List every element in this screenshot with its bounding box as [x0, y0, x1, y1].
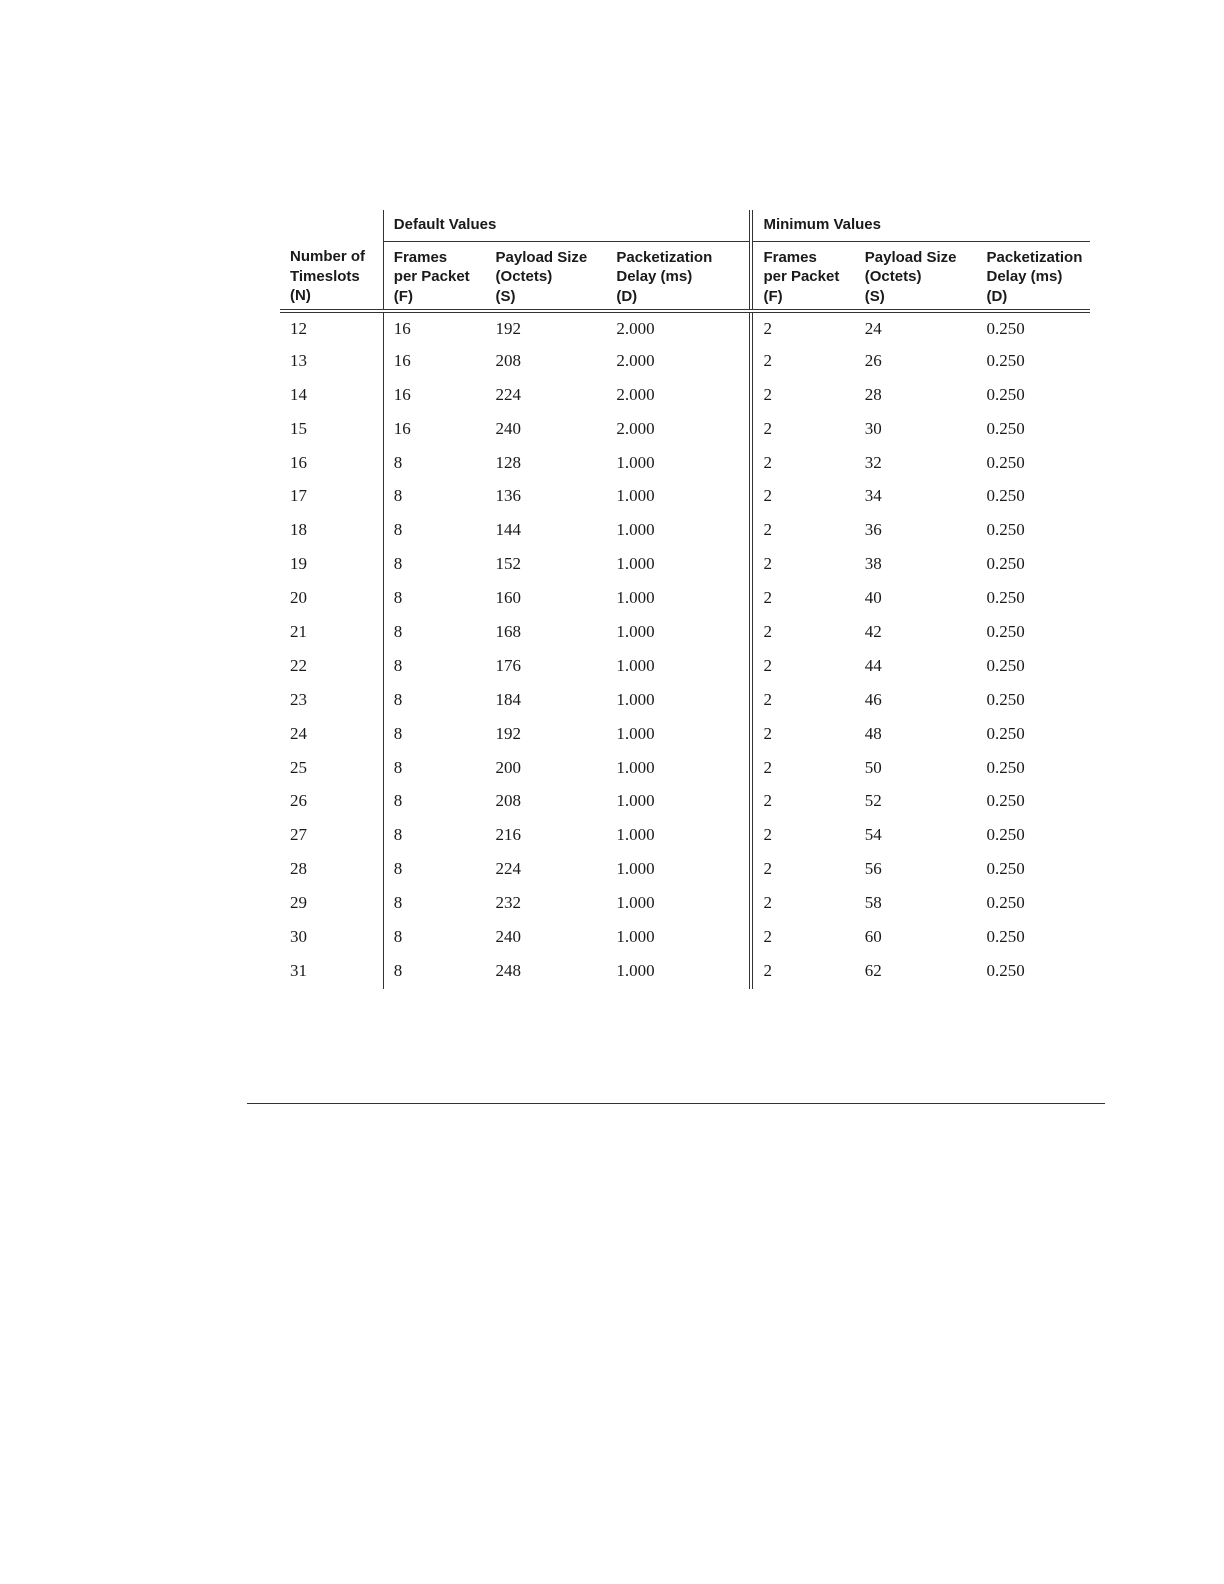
cell-default-frames: 8 — [383, 684, 485, 718]
cell-default-payload: 224 — [495, 859, 522, 879]
cell-minimum-payload: 48 — [864, 723, 882, 743]
cell-minimum-frames: 2 — [751, 684, 855, 718]
cell-minimum-delay: 0.250 — [986, 960, 1025, 980]
cell-default-delay: 1.000 — [616, 723, 655, 743]
table-row — [280, 548, 1090, 582]
cell-default-frames: 8 — [383, 921, 485, 955]
cell-default-payload: 160 — [495, 588, 522, 608]
cell-default-frames: 8 — [383, 447, 485, 481]
cell-minimum-delay: 0.250 — [986, 384, 1025, 404]
cell-minimum-frames: 2 — [751, 413, 855, 447]
cell-minimum-delay: 0.250 — [986, 757, 1025, 777]
cell-minimum-delay: 0.250 — [986, 319, 1025, 338]
cell-timeslots: 17 — [290, 486, 307, 506]
table-row — [280, 514, 1090, 548]
table-row — [280, 955, 1090, 989]
cell-minimum-delay: 0.250 — [986, 825, 1025, 845]
cell-default-payload: 240 — [495, 418, 522, 438]
cell-default-delay: 1.000 — [616, 927, 655, 947]
cell-minimum-delay: 0.250 — [986, 486, 1025, 506]
cell-minimum-payload: 60 — [864, 927, 882, 947]
cell-timeslots: 20 — [290, 588, 307, 608]
cell-timeslots: 18 — [290, 520, 307, 540]
table-row — [280, 582, 1090, 616]
cell-minimum-frames: 2 — [751, 311, 855, 345]
group-header-minimum: Minimum Values — [751, 210, 1090, 241]
table-row — [280, 785, 1090, 819]
cell-timeslots: 25 — [290, 757, 307, 777]
table-row — [280, 650, 1090, 684]
cell-default-delay: 1.000 — [616, 859, 655, 879]
cell-timeslots: 29 — [290, 893, 307, 913]
cell-minimum-payload: 36 — [864, 520, 882, 540]
cell-minimum-payload: 50 — [864, 757, 882, 777]
cell-minimum-payload: 52 — [864, 791, 882, 811]
cell-default-delay: 1.000 — [616, 554, 655, 574]
cell-default-delay: 1.000 — [616, 588, 655, 608]
cell-default-delay: 1.000 — [616, 757, 655, 777]
cell-timeslots: 26 — [290, 791, 307, 811]
cell-default-frames: 8 — [383, 718, 485, 752]
col-header-default-payload: Payload Size (Octets) (S) — [486, 241, 613, 311]
cell-timeslots: 31 — [290, 960, 307, 980]
cell-minimum-delay: 0.250 — [986, 791, 1025, 811]
timeslot-payload-table — [280, 210, 1090, 989]
table-row — [280, 819, 1090, 853]
table-row — [280, 853, 1090, 887]
cell-minimum-delay: 0.250 — [986, 588, 1025, 608]
cell-minimum-payload: 54 — [864, 825, 882, 845]
cell-minimum-payload: 42 — [864, 622, 882, 642]
cell-default-delay: 1.000 — [616, 486, 655, 506]
cell-default-frames: 8 — [383, 887, 485, 921]
table-row — [280, 413, 1090, 447]
col-header-minimum-payload: Payload Size (Octets) (S) — [856, 241, 979, 311]
cell-default-payload: 208 — [495, 791, 522, 811]
cell-minimum-frames: 2 — [751, 853, 855, 887]
table-row — [280, 752, 1090, 786]
cell-timeslots: 19 — [290, 554, 307, 574]
cell-default-frames: 16 — [383, 413, 485, 447]
cell-minimum-delay: 0.250 — [986, 452, 1025, 472]
cell-timeslots: 24 — [290, 723, 307, 743]
cell-minimum-payload: 28 — [864, 384, 882, 404]
cell-minimum-frames: 2 — [751, 379, 855, 413]
cell-default-delay: 1.000 — [616, 960, 655, 980]
cell-default-delay: 2.000 — [616, 384, 655, 404]
cell-default-payload: 144 — [495, 520, 522, 540]
cell-minimum-frames: 2 — [751, 819, 855, 853]
cell-minimum-frames: 2 — [751, 650, 855, 684]
col-header-timeslots: Number of Timeslots (N) — [280, 241, 383, 311]
cell-default-frames: 8 — [383, 752, 485, 786]
cell-default-payload: 192 — [495, 723, 522, 743]
cell-default-frames: 8 — [383, 955, 485, 989]
cell-minimum-delay: 0.250 — [986, 655, 1025, 675]
cell-timeslots: 27 — [290, 825, 307, 845]
cell-minimum-delay: 0.250 — [986, 350, 1025, 370]
cell-minimum-payload: 30 — [864, 418, 882, 438]
cell-minimum-delay: 0.250 — [986, 927, 1025, 947]
cell-minimum-delay: 0.250 — [986, 520, 1025, 540]
table-row — [280, 616, 1090, 650]
cell-default-delay: 1.000 — [616, 825, 655, 845]
cell-default-delay: 1.000 — [616, 520, 655, 540]
cell-minimum-frames: 2 — [751, 718, 855, 752]
cell-default-delay: 1.000 — [616, 655, 655, 675]
cell-minimum-payload: 34 — [864, 486, 882, 506]
cell-default-delay: 1.000 — [616, 791, 655, 811]
cell-default-payload: 232 — [495, 893, 522, 913]
cell-minimum-frames: 2 — [751, 447, 855, 481]
cell-minimum-delay: 0.250 — [986, 689, 1025, 709]
cell-default-payload: 200 — [495, 757, 522, 777]
col-header-default-delay: Packetization Delay (ms) (D) — [612, 241, 751, 311]
cell-minimum-delay: 0.250 — [986, 893, 1025, 913]
cell-timeslots: 13 — [290, 350, 307, 370]
cell-default-payload: 184 — [495, 689, 522, 709]
cell-minimum-payload: 44 — [864, 655, 882, 675]
cell-default-frames: 8 — [383, 548, 485, 582]
cell-default-payload: 168 — [495, 622, 522, 642]
cell-default-frames: 8 — [383, 819, 485, 853]
cell-minimum-delay: 0.250 — [986, 723, 1025, 743]
cell-default-frames: 8 — [383, 650, 485, 684]
cell-minimum-frames: 2 — [751, 548, 855, 582]
cell-timeslots: 22 — [290, 655, 307, 675]
cell-default-payload: 240 — [495, 927, 522, 947]
table-row — [280, 379, 1090, 413]
cell-minimum-payload: 46 — [864, 689, 882, 709]
cell-default-delay: 2.000 — [616, 418, 655, 438]
col-header-minimum-frames: Frames per Packet (F) — [751, 241, 855, 311]
cell-timeslots: 14 — [290, 384, 307, 404]
cell-minimum-delay: 0.250 — [986, 622, 1025, 642]
cell-minimum-frames: 2 — [751, 887, 855, 921]
cell-default-frames: 16 — [383, 345, 485, 379]
cell-minimum-frames: 2 — [751, 345, 855, 379]
cell-minimum-payload: 40 — [864, 588, 882, 608]
col-header-default-frames: Frames per Packet (F) — [383, 241, 485, 311]
cell-default-payload: 224 — [495, 384, 522, 404]
cell-minimum-payload: 32 — [864, 452, 882, 472]
cell-timeslots: 28 — [290, 859, 307, 879]
cell-default-payload: 128 — [495, 452, 522, 472]
cell-default-frames: 16 — [383, 379, 485, 413]
table-row — [280, 480, 1090, 514]
group-header-default: Default Values — [383, 210, 751, 241]
table-row — [280, 718, 1090, 752]
cell-default-frames: 8 — [383, 514, 485, 548]
col-header-minimum-delay: Packetization Delay (ms) (D) — [978, 241, 1090, 311]
cell-timeslots: 23 — [290, 689, 307, 709]
cell-default-delay: 1.000 — [616, 452, 655, 472]
cell-default-delay: 2.000 — [616, 350, 655, 370]
cell-minimum-payload: 24 — [864, 319, 882, 338]
table-body — [280, 311, 1090, 989]
table-row — [280, 887, 1090, 921]
cell-timeslots: 15 — [290, 418, 307, 438]
cell-timeslots: 21 — [290, 622, 307, 642]
cell-minimum-frames: 2 — [751, 480, 855, 514]
cell-minimum-frames: 2 — [751, 955, 855, 989]
cell-default-delay: 1.000 — [616, 622, 655, 642]
cell-minimum-payload: 56 — [864, 859, 882, 879]
cell-default-frames: 16 — [383, 311, 485, 345]
table-row — [280, 684, 1090, 718]
cell-minimum-frames: 2 — [751, 785, 855, 819]
table-row — [280, 921, 1090, 955]
cell-timeslots: 30 — [290, 927, 307, 947]
cell-minimum-delay: 0.250 — [986, 859, 1025, 879]
cell-minimum-payload: 38 — [864, 554, 882, 574]
cell-default-frames: 8 — [383, 785, 485, 819]
cell-default-payload: 136 — [495, 486, 522, 506]
cell-default-payload: 208 — [495, 350, 522, 370]
table-row — [280, 311, 1090, 345]
cell-default-frames: 8 — [383, 853, 485, 887]
cell-default-payload: 216 — [495, 825, 522, 845]
cell-default-frames: 8 — [383, 480, 485, 514]
cell-default-frames: 8 — [383, 616, 485, 650]
cell-timeslots: 12 — [290, 319, 307, 338]
cell-default-payload: 176 — [495, 655, 522, 675]
cell-minimum-payload: 26 — [864, 350, 882, 370]
table-row — [280, 345, 1090, 379]
cell-default-payload: 192 — [495, 319, 522, 338]
cell-minimum-frames: 2 — [751, 616, 855, 650]
cell-timeslots: 16 — [290, 452, 307, 472]
cell-minimum-delay: 0.250 — [986, 554, 1025, 574]
cell-default-frames: 8 — [383, 582, 485, 616]
cell-minimum-frames: 2 — [751, 752, 855, 786]
cell-default-payload: 248 — [495, 960, 522, 980]
cell-default-delay: 1.000 — [616, 689, 655, 709]
cell-default-delay: 1.000 — [616, 893, 655, 913]
cell-minimum-payload: 58 — [864, 893, 882, 913]
cell-default-delay: 2.000 — [616, 319, 655, 338]
cell-default-payload: 152 — [495, 554, 522, 574]
footer-divider — [247, 1103, 1105, 1104]
cell-minimum-frames: 2 — [751, 582, 855, 616]
cell-minimum-delay: 0.250 — [986, 418, 1025, 438]
cell-minimum-frames: 2 — [751, 514, 855, 548]
cell-minimum-payload: 62 — [864, 960, 882, 980]
corner-cell — [280, 210, 383, 241]
table-row — [280, 447, 1090, 481]
cell-minimum-frames: 2 — [751, 921, 855, 955]
